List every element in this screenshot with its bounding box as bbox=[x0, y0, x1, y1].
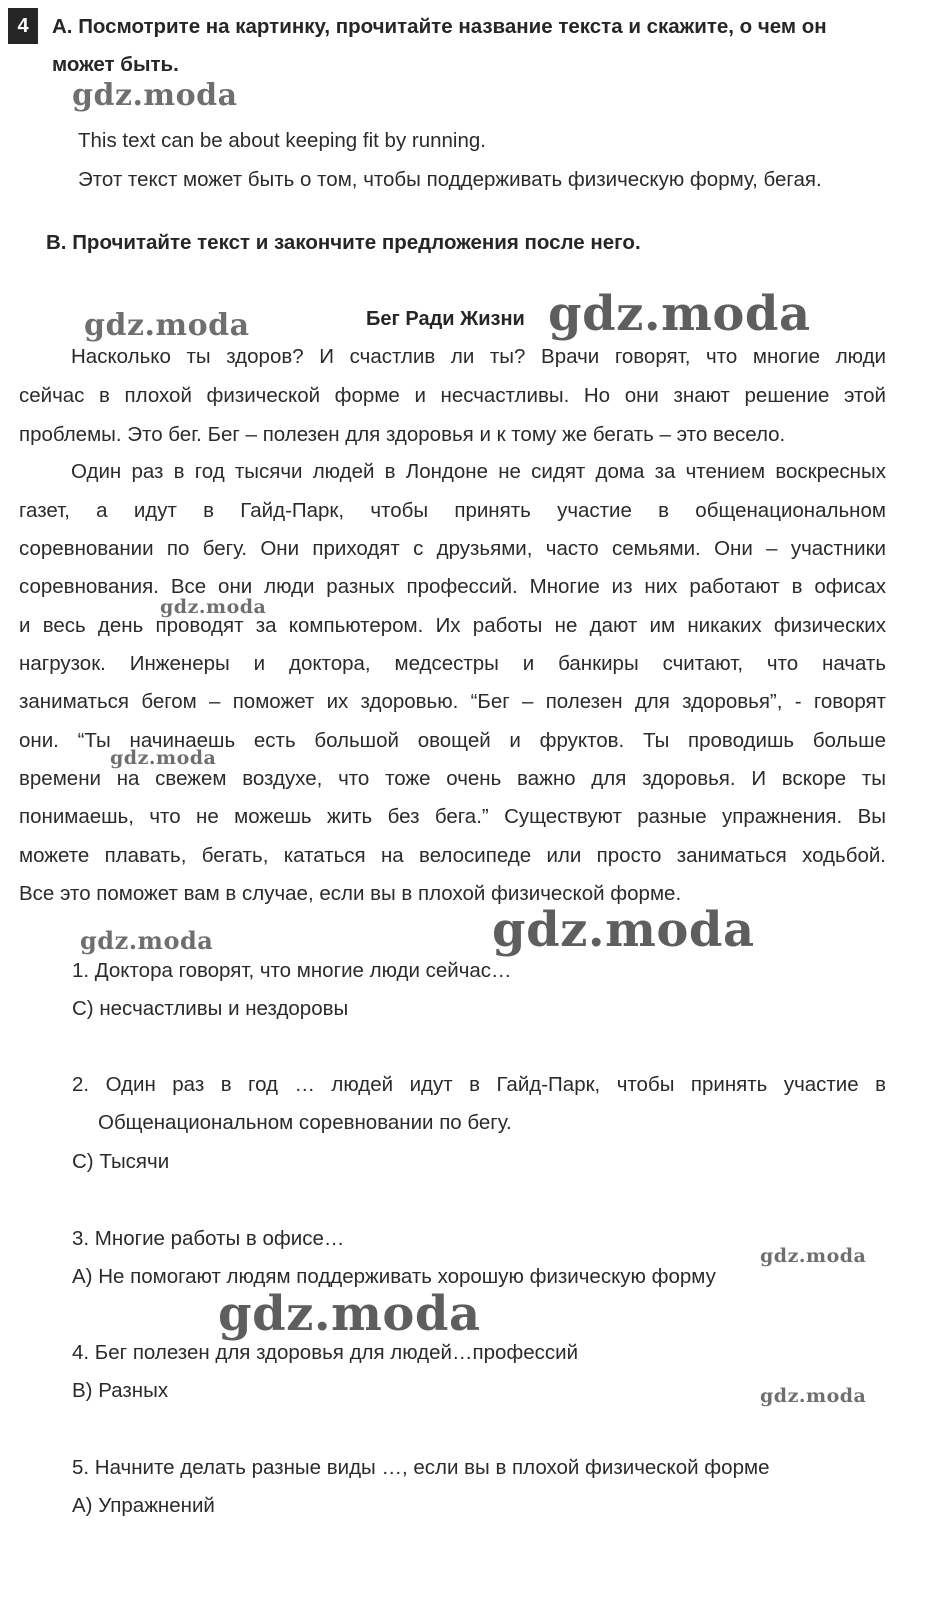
watermark: gdz.moda bbox=[160, 596, 267, 618]
paragraph2-line: можете плавать, бегать, кататься на велосипеде или просто заниматься ходьбой. bbox=[19, 844, 886, 867]
paragraph1-line: проблемы. Это бег. Бег – полезен для здоровья и к тому же бегать – это весело. bbox=[19, 423, 786, 446]
paragraph2-line: и весь день проводят за компьютером. Их работы не дают им никаких физических bbox=[19, 614, 886, 637]
watermark: gdz.moda bbox=[110, 747, 217, 769]
answer-3-choice: A) Не помогают людям поддерживать хорошую физическую форму bbox=[72, 1265, 716, 1288]
paragraph2-line: Один раз в год тысячи людей в Лондоне не сидят дома за чтением воскресных bbox=[71, 460, 886, 483]
paragraph2-line: понимаешь, что не можешь жить без бега.” Существуют разные упражнения. Вы bbox=[19, 805, 886, 828]
watermark: gdz.moda bbox=[760, 1245, 867, 1267]
paragraph2-line: времени на свежем воздухе, что тоже очень важно для здоровья. И вскоре ты bbox=[19, 767, 886, 790]
part-a-heading-line2: может быть. bbox=[52, 53, 179, 76]
answer-2-choice: C) Тысячи bbox=[72, 1150, 170, 1173]
paragraph2-line: Все это поможет вам в случае, если вы в плохой физической форме. bbox=[19, 882, 682, 905]
watermark: gdz.moda bbox=[760, 1385, 867, 1407]
paragraph1-line: Насколько ты здоров? И счастлив ли ты? Врачи говорят, что многие люди bbox=[71, 345, 886, 368]
watermark: gdz.moda bbox=[84, 308, 250, 343]
answer-4-choice: B) Разных bbox=[72, 1379, 169, 1402]
watermark: gdz.moda bbox=[218, 1286, 481, 1342]
answer-1-question: 1. Доктора говорят, что многие люди сейчас… bbox=[72, 959, 512, 982]
answer-5-choice: A) Упражнений bbox=[72, 1494, 215, 1517]
paragraph2-line: они. “Ты начинаешь есть большой овощей и фруктов. Ты проводишь больше bbox=[19, 729, 886, 752]
watermark: gdz.moda bbox=[492, 902, 755, 958]
text-title: Бег Ради Жизни bbox=[366, 308, 525, 330]
answer-5-question: 5. Начните делать разные виды …, если вы в плохой физической форме bbox=[72, 1456, 770, 1479]
answer-2-question-cont: Общенациональном соревновании по бегу. bbox=[98, 1111, 512, 1134]
answer-2-question: 2. Один раз в год … людей идут в Гайд-Парк, чтобы принять участие в bbox=[72, 1073, 886, 1096]
paragraph1-line: сейчас в плохой физической форме и несчастливы. Но они знают решение этой bbox=[19, 384, 886, 407]
paragraph2-line: нагрузок. Инженеры и доктора, медсестры и банкиры считают, что начать bbox=[19, 652, 886, 675]
paragraph2-line: соревнования. Все они люди разных профессий. Многие из них работают в офисах bbox=[19, 575, 886, 598]
watermark: gdz.moda bbox=[72, 78, 238, 113]
answer-1-choice: C) несчастливы и нездоровы bbox=[72, 997, 349, 1020]
part-a-answer-ru: Этот текст может быть о том, чтобы поддерживать физическую форму, бегая. bbox=[78, 168, 822, 191]
watermark: gdz.moda bbox=[548, 286, 811, 342]
paragraph2-line: соревновании по бегу. Они приходят с друзьями, часто семьями. Они – участники bbox=[19, 537, 886, 560]
paragraph2-line: заниматься бегом – поможет их здоровью. “Бег – полезен для здоровья”, - говорят bbox=[19, 690, 886, 713]
part-a-answer-en: This text can be about keeping fit by running. bbox=[78, 129, 486, 152]
watermark: gdz.moda bbox=[80, 926, 214, 955]
paragraph2-line: газет, а идут в Гайд-Парк, чтобы принять участие в общенациональном bbox=[19, 499, 886, 522]
part-a-heading-line1: A. Посмотрите на картинку, прочитайте название текста и скажите, о чем он bbox=[52, 15, 827, 38]
answer-3-question: 3. Многие работы в офисе… bbox=[72, 1227, 345, 1250]
part-b-heading: B. Прочитайте текст и закончите предложения после него. bbox=[46, 231, 641, 254]
answer-4-question: 4. Бег полезен для здоровья для людей…профессий bbox=[72, 1341, 579, 1364]
exercise-number-badge: 4 bbox=[8, 8, 38, 44]
